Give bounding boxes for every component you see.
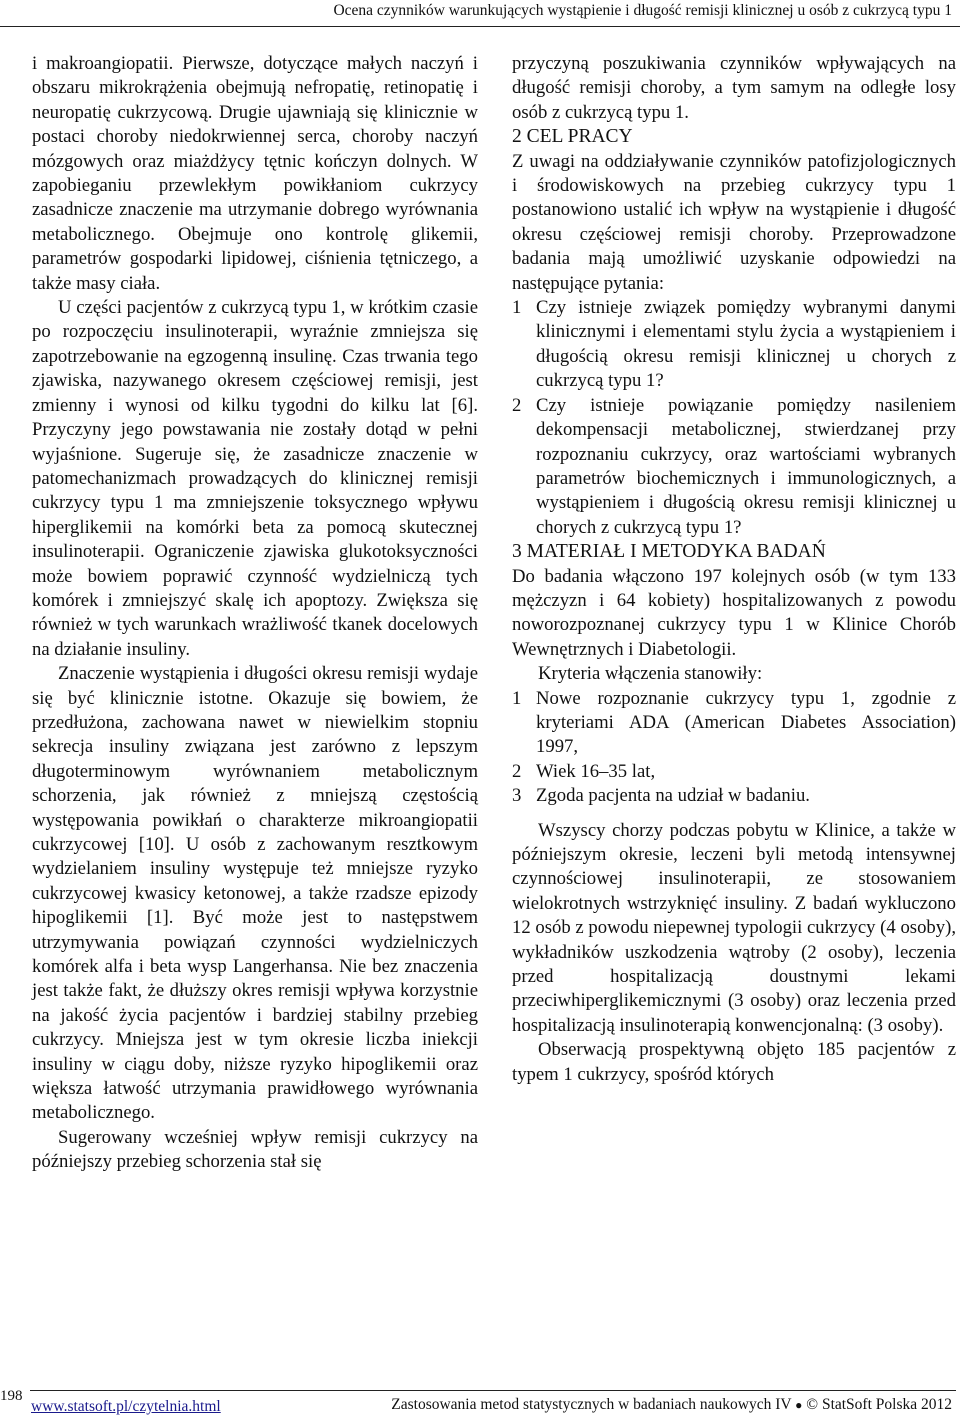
questions-list (512, 296, 956, 540)
paragraph: i makroangiopatii. Pierwsze, dotyczące małych naczyń i obszaru mikrokrążenia obejmują nefropatię, retinopatię i neuropatię cukrzycową. Drugie ujawniają się klinicznie w postaci choroby niedokrwiennej serca, choroby naczyń mózgowych oraz miażdżycy tętnic kończyn dolnych. W zapobieganiu przewlekłym powikłaniom cukrzycy zasadnicze znaczenie ma utrzymanie dobrego wyrównania metabolicznego. Obejmuje ono kontrolę glikemii, parametrów gospodarki lipidowej, ciśnienia tętniczego, a także masy ciała. (32, 53, 478, 294)
list-item-text: Wiek 16–35 lat, (536, 760, 656, 782)
list-number: 2 (512, 760, 522, 782)
paragraph: Sugerowany wcześniej wpływ remisji cukrzycy na późniejszy przebieg schorzenia stał się (32, 1126, 478, 1173)
paragraph: Wszyscy chorzy podczas pobytu w Klinice, a także w późniejszym okresie, leczeni byli metodą intensywnej czynnościowej insulinoterapii, ze stosowaniem wielokrotnych wstrzyknięć insuliny. Z badań wykluczono 12 osób z powodu niepewnej typologii cukrzycy (4 osoby), wykładników uszkodzenia wątroby (2 osoby), leczenia przed hospitalizacją doustnymi lekami przeciwhiperglikemicznymi (3 osoby) oraz leczenia przed hospitalizacją insulinoterapią konwencjonalną: (3 osoby). (512, 819, 956, 1036)
right-column (512, 52, 956, 1087)
list-item-text: Czy istnieje związek pomiędzy wybranymi danymi klinicznymi i elementami stylu życia a wystąpieniem i długością okresu remisji klinicznej u chorych z cukrzycą typu 1? (536, 297, 956, 392)
list-item (512, 784, 956, 808)
paragraph: Obserwacją prospektywną objęto 185 pacjentów z typem 1 cukrzycy, spośród których (512, 1039, 956, 1085)
list-item (512, 296, 956, 394)
footer-conference (391, 1396, 952, 1414)
list-item (512, 394, 956, 540)
paragraph: przyczyną poszukiwania czynników wpływających na długość remisji choroby, a tym samym na odległe losy osób z cukrzycą typu 1. (512, 53, 956, 123)
left-column (32, 52, 478, 1175)
list-number: 1 (512, 687, 522, 709)
footer-rule (30, 1390, 956, 1391)
list-number: 3 (512, 785, 522, 807)
section-heading-material-metodyka: 3 MATERIAŁ I METODYKA BADAŃ (512, 541, 826, 563)
list-number: 1 (512, 297, 522, 319)
criteria-intro: Kryteria włączenia stanowiły: (538, 663, 763, 685)
criteria-list (512, 687, 956, 809)
page-number: 198 (0, 1388, 23, 1404)
section-heading-cel-pracy: 2 CEL PRACY (512, 126, 633, 148)
list-number: 2 (512, 394, 522, 416)
list-item-text: Czy istnieje powiązanie pomiędzy nasileniem dekompensacji metabolicznej, stwierdzanej przy rozpoznaniu cukrzycy, oraz wartościami wybranych parametrów biochemicznych i immunologicznych, a wystąpieniem i długością okresu remisji klinicznej u chorych z cukrzycą typu 1? (536, 394, 956, 538)
paragraph: Z uwagi na oddziaływanie czynników patofizjologicznych i środowiskowych na przebieg cukrzycy typu 1 postanowiono ustalić ich wpływ na wystąpienie i długość okresu częściowej remisji choroby. Przeprowadzone badania mają umożliwić uzyskanie odpowiedzi na następujące pytania: (512, 150, 956, 294)
conference-title: Zastosowania metod statystycznych w badaniach naukowych IV (391, 1396, 792, 1413)
copyright: © StatSoft Polska 2012 (806, 1396, 952, 1413)
paragraph: Znaczenie wystąpienia i długości okresu remisji wydaje się być klinicznie istotne. Okazuje się bowiem, że przedłużona, zachowana nawet w niewielkim stopniu sekrecja insuliny związana jest zarówno z lepszym długoterminowym wyrównaniem metabolicznym schorzenia, jak również z mniejszą częstością występowania powikłań o charakterze mikroangiopatii cukrzycowej [10]. U osób z zachowanym resztkowym wydzielaniem insuliny występuje też mniejsze ryzyko cukrzycowej kwasicy ketonowej, a także rzadsze epizody hipoglikemii [1]. Być może jest to następstwem utrzymywania powiązań czynności wydzielniczych komórek alfa i beta wysp Langerhansa. Nie bez znaczenia jest także fakt, że dłuższy okres remisji wpływa korzystnie na jakość życia pacjentów i bardziej stabilny przebieg cukrzycy. Mniejsza jest w tym okresie liczba iniekcji insuliny w ciągu doby, niższe ryzyko hipoglikemii oraz większa łatwość utrzymania prawidłowego wyrównania metabolicznego. (32, 663, 478, 1124)
bullet-icon: ● (795, 1398, 803, 1412)
header-rule (0, 26, 960, 27)
list-item-text: Nowe rozpoznanie cukrzycy typu 1, zgodnie z kryteriami ADA (American Diabetes Association) 1997, (536, 687, 956, 758)
list-item (512, 687, 956, 760)
list-item-text: Zgoda pacjenta na udział w badaniu. (536, 785, 810, 807)
paragraph: U części pacjentów z cukrzycą typu 1, w krótkim czasie po rozpoczęciu insulinoterapii, wyraźnie zmniejsza się zapotrzebowanie na egzogenną insulinę. Czas trwania tego zjawiska, nazywanego okresem częściowej remisji, jest zmienny i wynosi od kilku tygodni do kilku lat [6]. Przyczyny jego powstawania nie zostały dotąd w pełni wyjaśnione. Sugeruje się, że zasadnicze znaczenie w patomechanizmach prowadzących do klinicznej remisji cukrzycy typu 1 ma zmniejszenie toksycznego wpływu hiperglikemii na komórki beta za pomocą skutecznej insulinoterapii. Ograniczenie zjawiska glukotoksyczności może bowiem poprawić czynność wydzielniczą tych komórek i zmniejszyć skalę ich apoptozy. Zwiększa się również w tych warunkach wrażliwość tkanek docelowych na działanie insuliny. (32, 297, 478, 660)
website-link[interactable]: www.statsoft.pl/czytelnia.html (31, 1398, 221, 1415)
paragraph: Do badania włączono 197 kolejnych osób (w tym 133 mężczyzn i 64 kobiety) hospitalizowanych z powodu noworozpoznanej cukrzycy typu 1 w Klinice Chorób Wewnętrznych i Diabetologii. (512, 565, 956, 660)
running-header: Ocena czynników warunkujących wystąpienie i długość remisji klinicznej u osób z cukrzycą typu 1 (333, 2, 952, 19)
list-item (512, 760, 956, 784)
